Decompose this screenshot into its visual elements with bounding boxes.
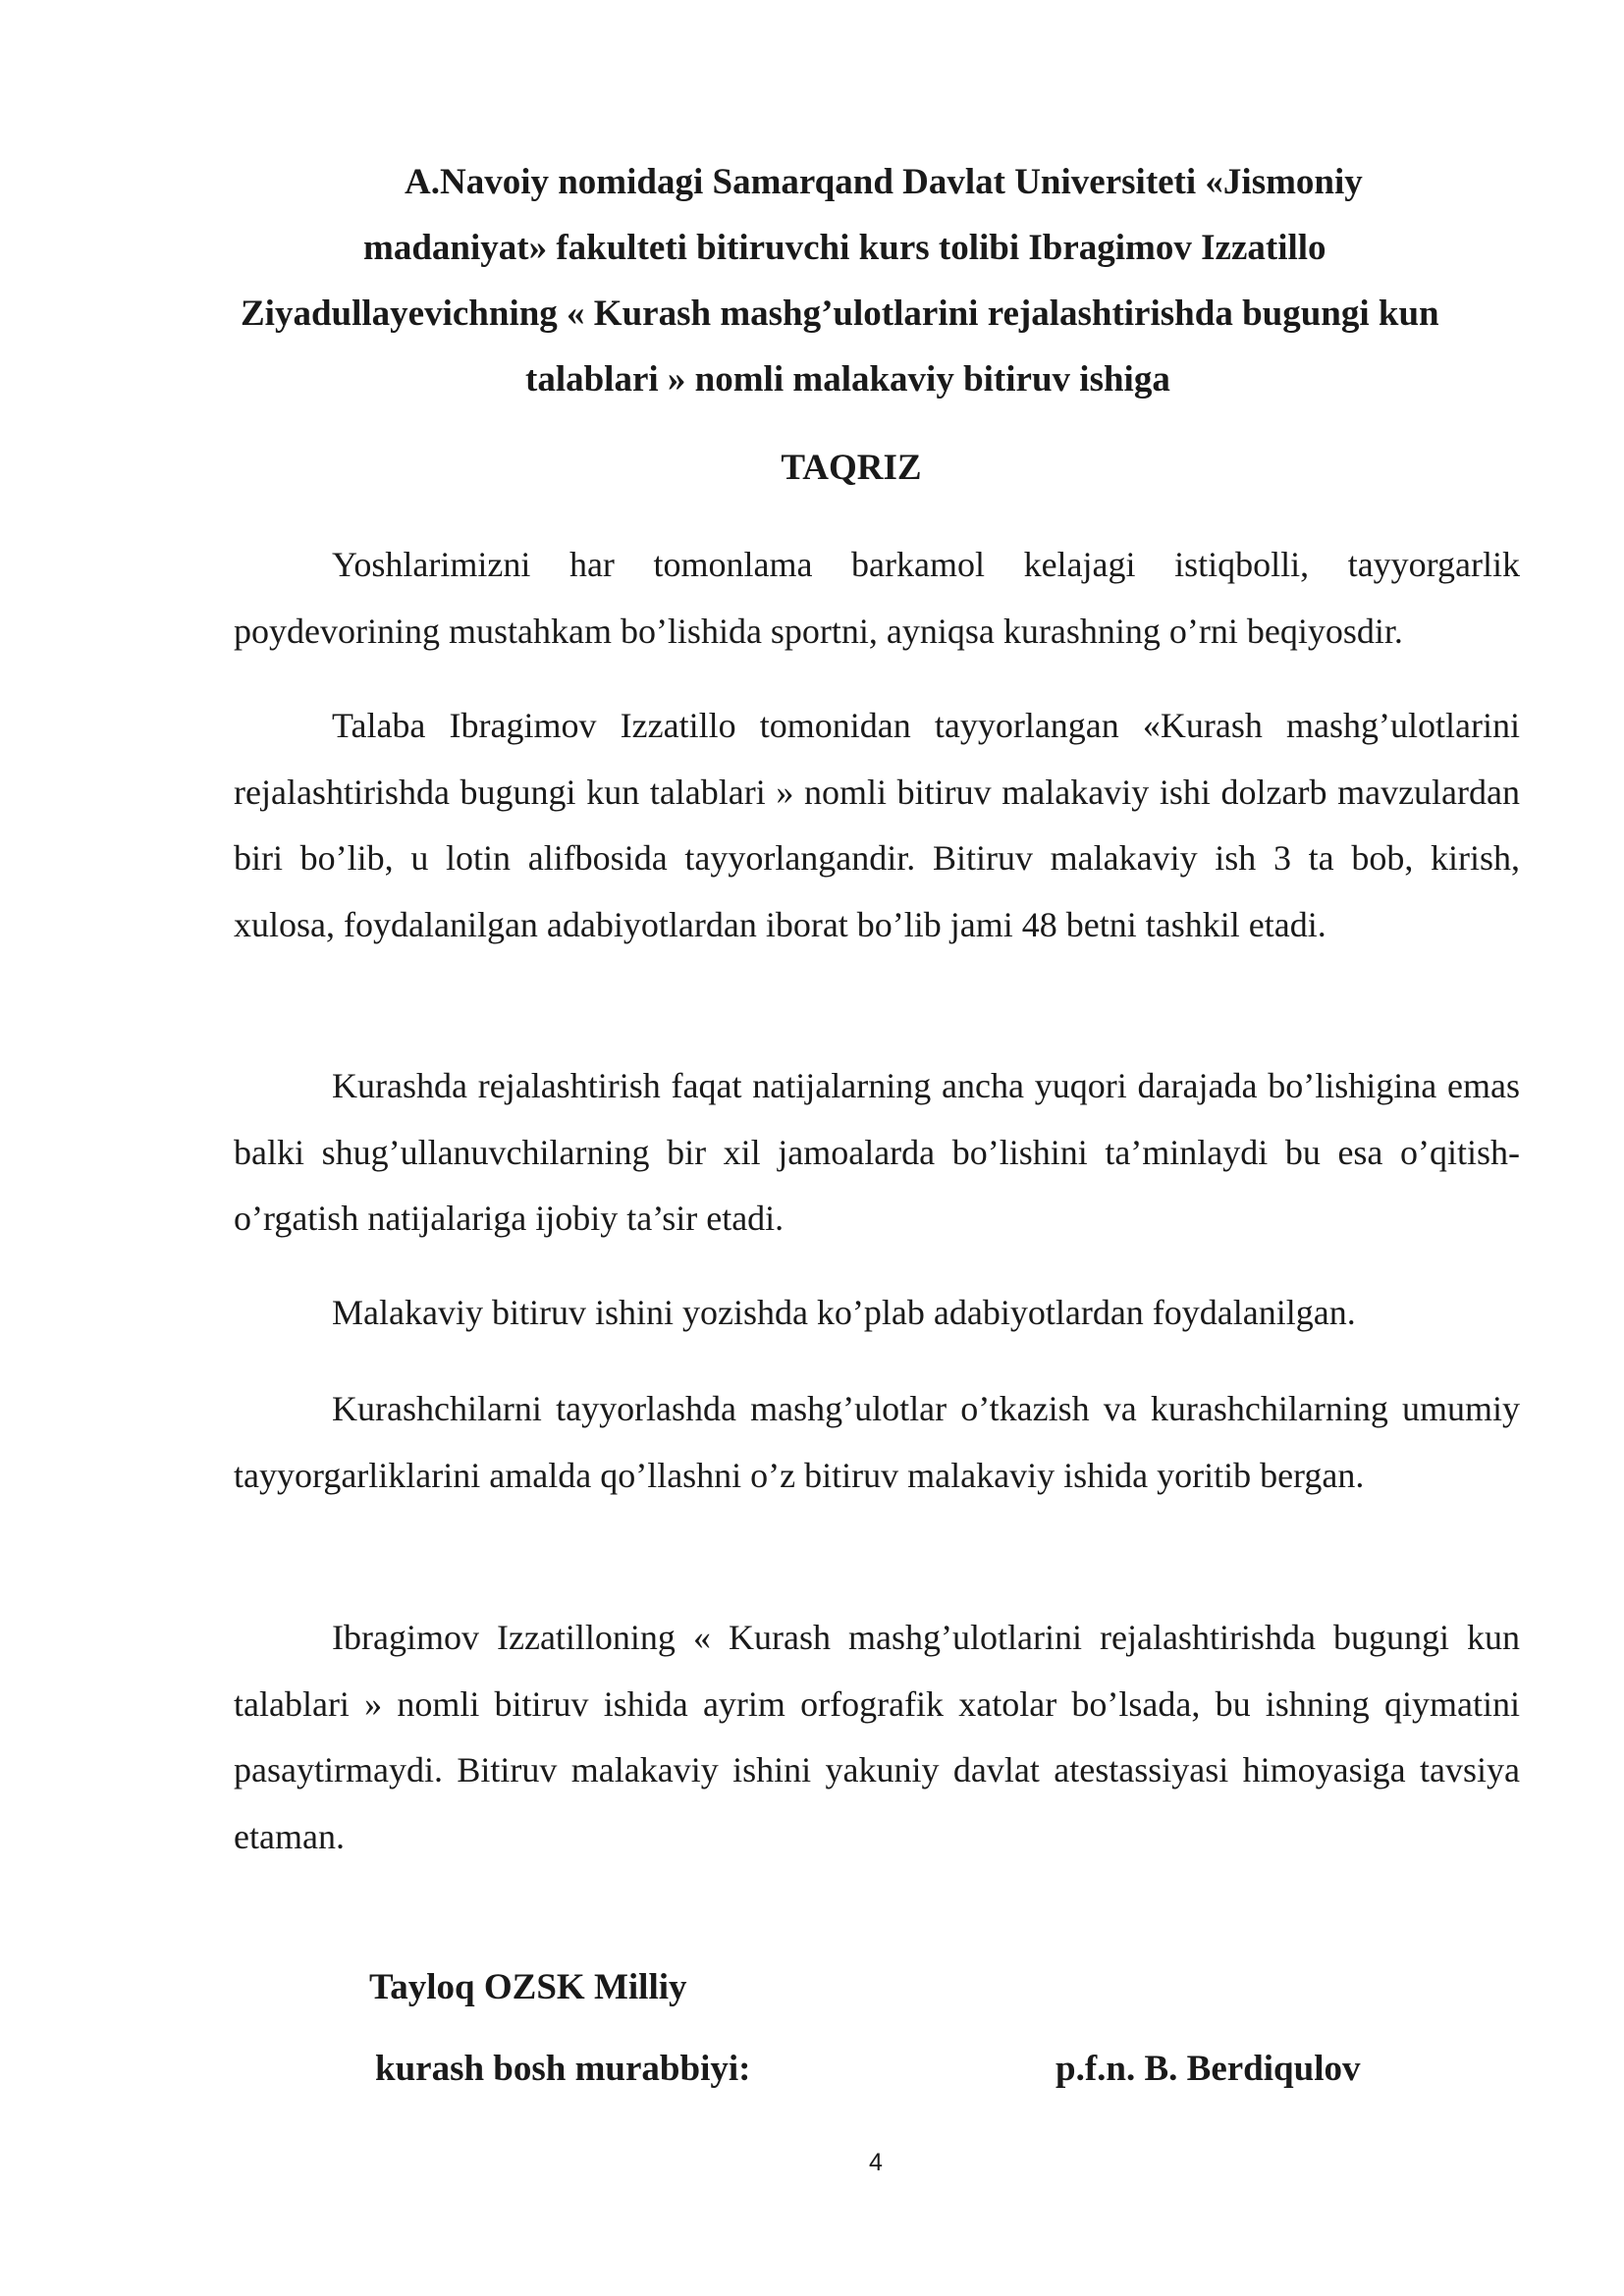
paragraph-4-text: Malakaviy bitiruv ishini yozishda ko’plab adabiyotlardan foydalanilgan. [332,1293,1356,1332]
paragraph-2 [234,693,1520,958]
document-title: TAQRIZ [781,448,922,488]
header-line-2: madaniyat» fakulteti bitiruvchi kurs tolibi Ibragimov Izzatillo [363,228,1326,268]
header-line-1: A.Navoiy nomidagi Samarqand Davlat Universiteti «Jismoniy [405,162,1363,202]
paragraph-1-text: Yoshlarimizni har tomonlama barkamol kelajagi istiqbolli, tayyorgarlik poydevorining mustahkam bo’lishida sportni, ayniqsa kurashning o’rni beqiyosdir. [234,545,1520,651]
page-number: 4 [869,2149,883,2176]
paragraph-3-text: Kurashda rejalashtirish faqat natijalarning ancha yuqori darajada bo’lishigina emas balki shug’ullanuvchilarning bir xil jamoalarda bo’lishini ta’minlaydi bu esa o’qitish-o’rgatish natijalariga ijobiy ta’sir etadi. [234,1066,1520,1238]
signature-role: kurash bosh murabbiyi: [375,2049,751,2089]
signature-organization: Tayloq OZSK Milliy [369,1967,687,2007]
header-line-4: talablari » nomli malakaviy bitiruv ishiga [525,359,1170,400]
paragraph-2-text: Talaba Ibragimov Izzatillo tomonidan tayyorlangan «Kurash mashg’ulotlarini rejalashtirishda bugungi kun talablari » nomli bitiruv malakaviy ishi dolzarb mavzulardan biri bo’lib, u lotin alifbosida tayyorlangandir. Bitiruv malakaviy ish 3 ta bob, kirish, xulosa, foydalanilgan adabiyotlardan iborat bo’lib jami 48 betni tashkil etadi. [234,706,1520,944]
paragraph-5-text: Kurashchilarni tayyorlashda mashg’ulotlar o’tkazish va kurashchilarning umumiy tayyorgarliklarini amalda qo’llashni o’z bitiruv malakaviy ishida yoritib bergan. [234,1389,1520,1495]
document-header [226,149,1522,412]
paragraph-5 [234,1376,1520,1509]
signature-name: p.f.n. B. Berdiqulov [1056,2049,1361,2089]
paragraph-4 [234,1280,1520,1347]
paragraph-1 [234,532,1520,665]
header-line-3: Ziyadullayevichning « Kurash mashg’ulotlarini rejalashtirishda bugungi kun [241,294,1439,334]
paragraph-3 [234,1053,1520,1253]
paragraph-6 [234,1605,1520,1870]
paragraph-6-text: Ibragimov Izzatilloning « Kurash mashg’ulotlarini rejalashtirishda bugungi kun talablari » nomli bitiruv ishida ayrim orfografik xatolar bo’lsada, bu ishning qiymatini pasaytirmaydi. Bitiruv malakaviy ishini yakuniy davlat atestassiyasi himoyasiga tavsiya etaman. [234,1618,1520,1856]
